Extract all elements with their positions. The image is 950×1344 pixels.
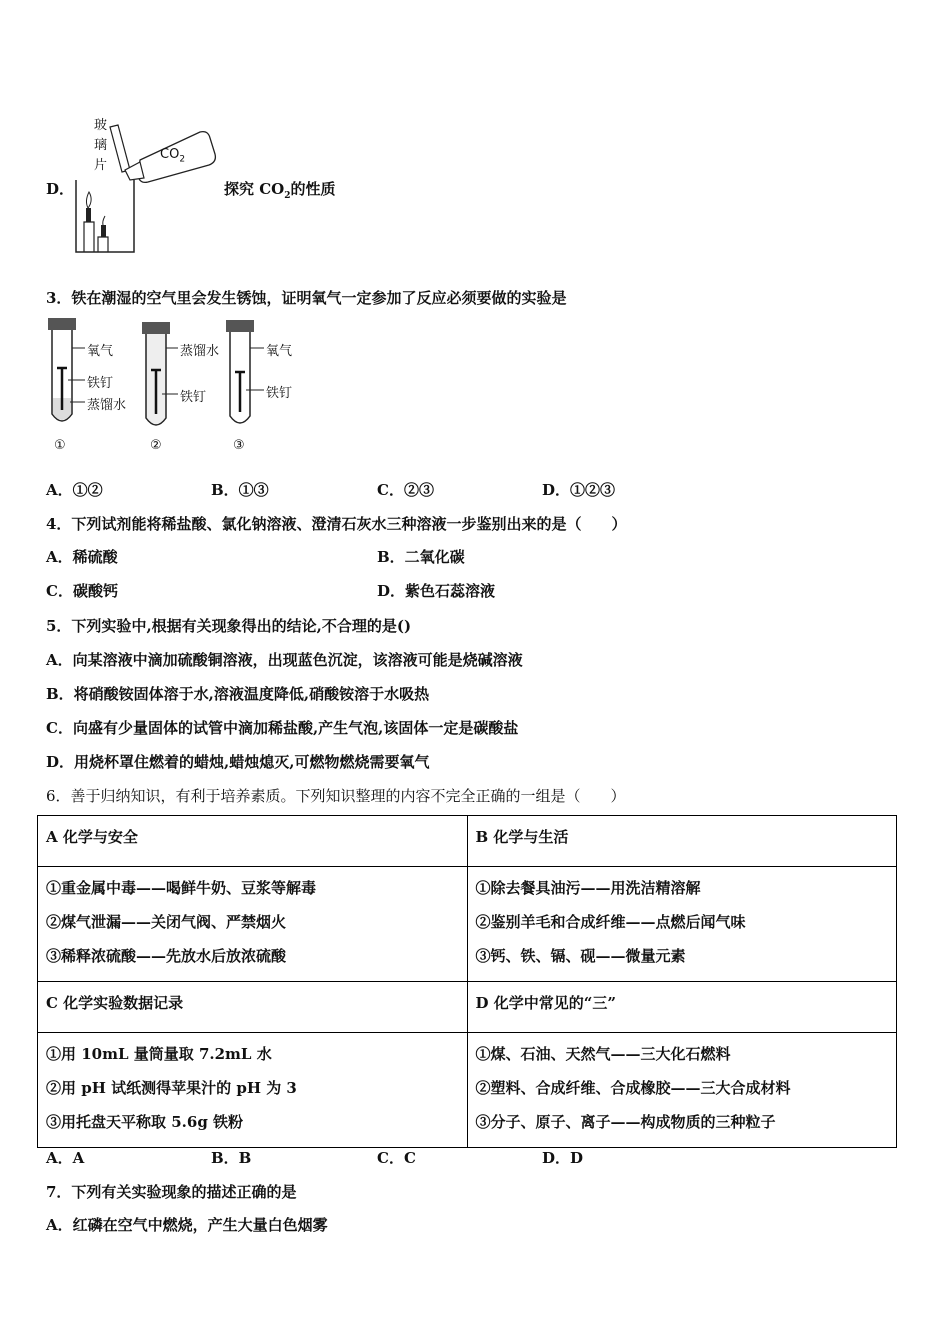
tube3-number: ③	[233, 438, 245, 453]
c-row-1: ①用 10mL 量筒量取 7.2mL 水	[46, 1045, 272, 1063]
c-row-3: ③用托盘天平称取 5.6g 铁粉	[46, 1113, 244, 1131]
tube3-label-nail: 铁钉	[266, 386, 293, 401]
b-row-1: ①除去餐具油污——用洗洁精溶解	[475, 879, 701, 897]
knowledge-table	[37, 815, 897, 1148]
tube3-label-oxygen: 氧气	[266, 344, 293, 359]
d-row-3: ③分子、原子、离子——构成物质的三种粒子	[475, 1113, 776, 1131]
q4-option-c: C．碳酸钙	[46, 582, 118, 600]
tube2-label-nail: 铁钉	[180, 390, 207, 405]
glass-plate-label-1: 玻	[94, 118, 108, 133]
q2-option-d-caption	[224, 178, 336, 201]
q5-option-a: A．向某溶液中滴加硫酸铜溶液，出现蓝色沉淀，该溶液可能是烧碱溶液	[46, 651, 523, 669]
cell-c-head: C 化学实验数据记录	[38, 982, 468, 1033]
bottle-co2-text: CO	[160, 147, 180, 162]
a-row-3: ③稀释浓硫酸——先放水后放浓硫酸	[46, 947, 287, 965]
tube1-label-water: 蒸馏水	[87, 398, 127, 413]
q6-option-b: B．B	[211, 1149, 252, 1167]
q4-option-a: A．稀硫酸	[46, 548, 118, 566]
d-row-1: ①煤、石油、天然气——三大化石燃料	[475, 1045, 731, 1063]
q3-option-c: C．②③	[377, 481, 434, 499]
q4-option-b: B．二氧化碳	[377, 548, 465, 566]
q6-stem: 6．善于归纳知识，有利于培养素质。下列知识整理的内容不完全正确的一组是（ ）	[46, 787, 626, 805]
caption-prefix: 探究 CO	[224, 180, 285, 198]
tube1-number: ①	[54, 438, 66, 453]
cell-d-body	[467, 1033, 897, 1148]
co2-experiment-figure	[70, 112, 220, 257]
a-row-1: ①重金属中毒——喝鲜牛奶、豆浆等解毒	[46, 879, 317, 897]
cell-b-body	[467, 867, 897, 982]
caption-sub: 2	[284, 191, 291, 201]
q3-option-a: A．①②	[46, 481, 103, 499]
q3-option-b: B．①③	[211, 481, 269, 499]
b-row-2: ②鉴别羊毛和合成纤维——点燃后闻气味	[475, 913, 746, 931]
cell-c-body	[38, 1033, 468, 1148]
cell-b-head: B 化学与生活	[467, 816, 897, 867]
cell-a-body	[38, 867, 468, 982]
tube1-label-nail: 铁钉	[87, 376, 114, 391]
b-row-3: ③钙、铁、镉、砚——微量元素	[475, 947, 686, 965]
cell-d-head: D 化学中常见的“三”	[467, 982, 897, 1033]
bottle-co2-label	[160, 147, 185, 165]
q7-stem: 7．下列有关实验现象的描述正确的是	[46, 1183, 297, 1201]
glass-plate-label-3: 片	[94, 158, 108, 173]
q4-stem: 4．下列试剂能将稀盐酸、氯化钠溶液、澄清石灰水三种溶液一步鉴别出来的是（ ）	[46, 515, 627, 533]
q6-option-a: A．A	[46, 1149, 85, 1167]
caption-suffix: 的性质	[290, 180, 336, 198]
cell-a-head: A 化学与安全	[38, 816, 468, 867]
q3-stem: 3．铁在潮湿的空气里会发生锈蚀，证明氧气一定参加了反应必须要做的实验是	[46, 289, 567, 307]
q6-option-d: D．D	[542, 1149, 584, 1167]
tube2-number: ②	[150, 438, 162, 453]
glass-plate-label-2: 璃	[94, 138, 108, 153]
tube2-label-water: 蒸馏水	[180, 344, 220, 359]
bottle-co2-sub: 2	[179, 154, 186, 165]
q5-stem: 5．下列实验中,根据有关现象得出的结论,不合理的是()	[46, 617, 412, 635]
a-row-2: ②煤气泄漏——关闭气阀、严禁烟火	[46, 913, 287, 931]
q5-option-d: D．用烧杯罩住燃着的蜡烛,蜡烛熄灭,可燃物燃烧需要氧气	[46, 753, 430, 771]
q5-option-b: B．将硝酸铵固体溶于水,溶液温度降低,硝酸铵溶于水吸热	[46, 685, 430, 703]
q3-option-d: D．①②③	[542, 481, 616, 499]
tube1-label-oxygen: 氧气	[87, 344, 114, 359]
q2-option-d-letter: D．	[46, 180, 75, 198]
c-row-2: ②用 pH 试纸测得苹果汁的 pH 为 3	[46, 1079, 297, 1097]
d-row-2: ②塑料、合成纤维、合成橡胶——三大合成材料	[475, 1079, 791, 1097]
q7-option-a: A．红磷在空气中燃烧，产生大量白色烟雾	[46, 1216, 328, 1234]
q4-option-d: D．紫色石蕊溶液	[377, 582, 496, 600]
q5-option-c: C．向盛有少量固体的试管中滴加稀盐酸,产生气泡,该固体一定是碳酸盐	[46, 719, 519, 737]
q6-option-c: C．C	[377, 1149, 416, 1167]
